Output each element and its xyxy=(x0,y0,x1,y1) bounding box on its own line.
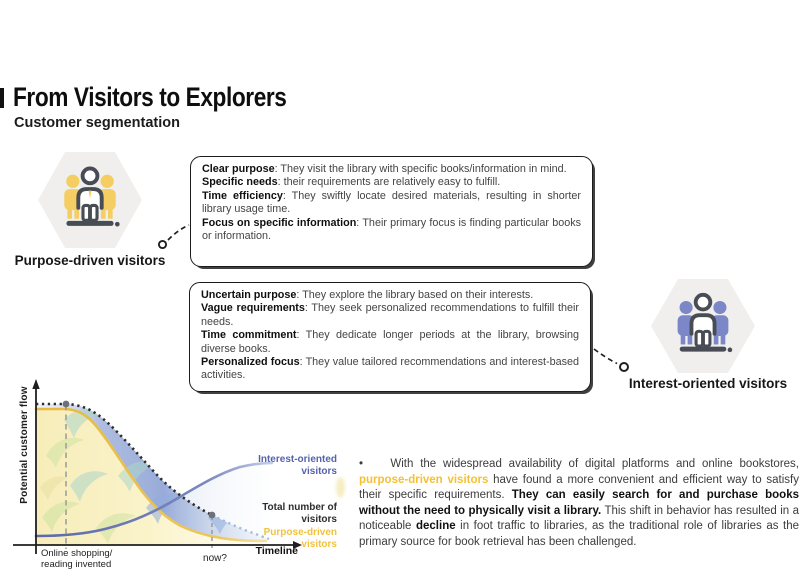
decorative-blob xyxy=(336,477,345,498)
legend-interest-oriented: Interest-oriented visitors xyxy=(258,454,337,477)
purpose-description-box xyxy=(190,156,593,267)
y-axis-arrow xyxy=(32,379,39,389)
segment-point: Focus on specific information: Their primary focus is finding particular books or information. xyxy=(202,216,581,243)
segment-point: Vague requirements: They seek personalized recommendations to fulfill their needs. xyxy=(201,302,579,328)
interest-hexagon-badge xyxy=(651,277,755,375)
commentary-segment-highlight: purpose-driven visitors xyxy=(359,473,489,486)
page-subtitle: Customer segmentation xyxy=(14,115,180,131)
commentary-segment-normal: This shift in behavior has resulted in a noticeable xyxy=(359,504,800,532)
commentary-segment-normal: • With the widespread availability of digital platforms and online bookstores, xyxy=(359,458,799,470)
commentary-segment-normal: in foot traffic to libraries, as the traditional role of libraries as the primary source for book retrieval has been challenged. xyxy=(359,520,800,548)
connector-dashed-line-interest xyxy=(594,349,617,364)
chart-x-axis-label: Timeline xyxy=(255,545,298,557)
annotation-online-shopping: Online shopping/ reading invented xyxy=(41,548,113,570)
commentary-segment-bold: They can easily search for and purchase books without the need to physically visit a library. xyxy=(359,489,799,517)
connector-dot-interest xyxy=(620,363,628,371)
connector-dashed-line-purpose xyxy=(168,225,189,240)
annotation-now: now? xyxy=(203,553,227,564)
segment-point: Time commitment: They dedicate longer periods at the library, browsing diverse books. xyxy=(201,329,579,355)
commentary-segment-normal: have found a more convenient and efficient way to satisfy their specific requirements. xyxy=(359,473,799,501)
segment-point: Uncertain purpose: They explore the library based on their interests. xyxy=(201,289,534,301)
purpose-hexagon-badge xyxy=(38,150,142,250)
commentary-paragraph xyxy=(359,457,799,550)
segment-point: Clear purpose: They visit the library with specific books/information in mind. xyxy=(202,163,567,175)
interest-visitors-icon xyxy=(664,286,742,366)
now-marker-dot xyxy=(209,512,216,519)
legend-total-visitors: Total number of visitors xyxy=(262,502,337,525)
left-edge-mark xyxy=(0,88,4,108)
event-marker-dot xyxy=(63,401,70,408)
connector-dot-purpose xyxy=(159,241,166,248)
purpose-segment-label: Purpose-driven visitors xyxy=(14,253,166,268)
segment-point: Time efficiency: They swiftly locate desired materials, resulting in shorter library usage time. xyxy=(202,189,581,216)
segment-point: Specific needs: their requirements are relatively easy to fulfill. xyxy=(202,176,501,189)
segment-point: Personalized focus: They value tailored recommendations and interest-based activities. xyxy=(201,356,579,382)
purpose-visitors-icon xyxy=(51,159,129,241)
chart-y-axis-label: Potential customer flow xyxy=(19,386,30,504)
legend-purpose-driven: Purpose-driven visitors xyxy=(263,527,337,550)
commentary-segment-bold: decline xyxy=(415,520,456,532)
interest-segment-label: Interest-oriented visitors xyxy=(628,376,788,391)
page-title: From Visitors to Explorers xyxy=(13,82,287,112)
